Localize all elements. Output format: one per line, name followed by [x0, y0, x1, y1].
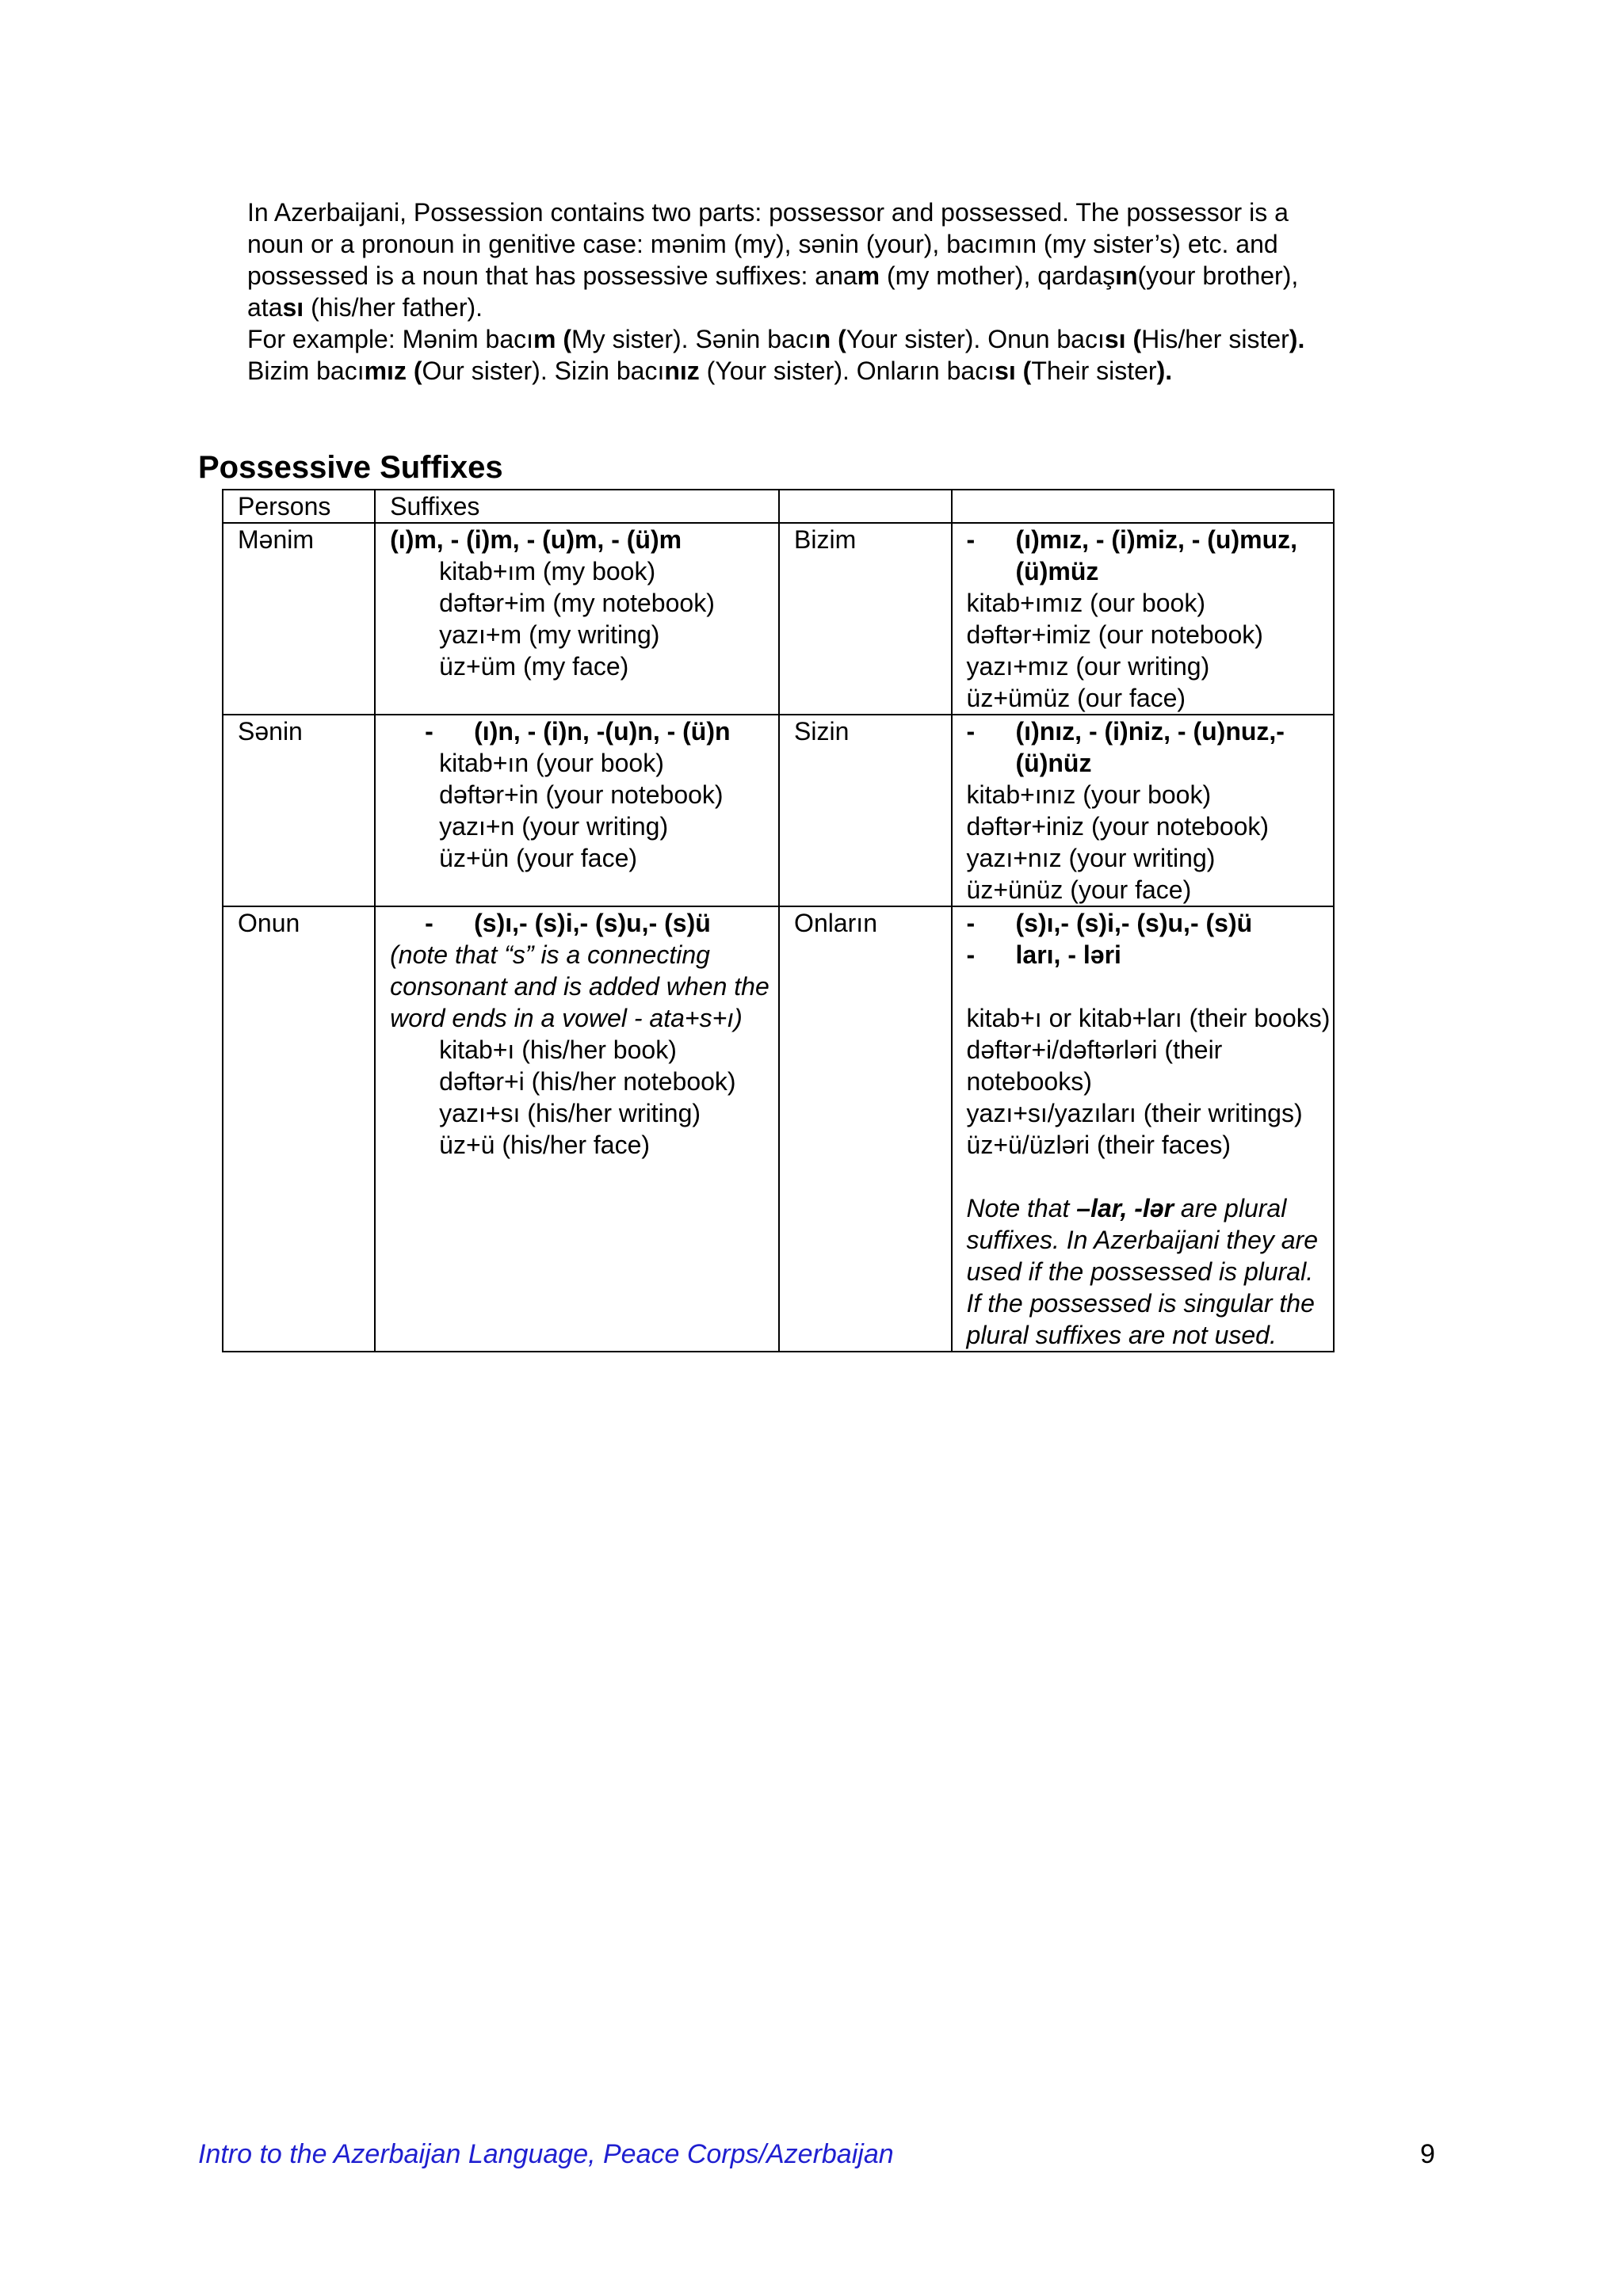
example: yazı+sı (his/her writing) — [439, 1099, 701, 1127]
table-row — [223, 715, 1334, 906]
table-row — [223, 906, 1334, 1352]
example: kitab+ın (your book) — [439, 749, 664, 777]
plural-note: Note that –lar, -lər are plural suffixes. In Azerbaijani they are used if the possessed is plural. If the possessed is singular the plural suffixes are not used. — [966, 1194, 1318, 1349]
example: kitab+ım (my book) — [439, 557, 656, 585]
suffix-cell — [952, 906, 1334, 1352]
example: dəftər+i (his/her notebook) — [439, 1067, 736, 1096]
header-empty — [779, 490, 951, 523]
intro-example-line: For example: Mənim bacım (My sister). Sənin bacın (Your sister). Onun bacısı (His/her sister). — [247, 325, 1305, 353]
suffix-forms: - (s)ı,- (s)i,- (s)u,- (s)ü — [967, 907, 1333, 939]
person-cell: Bizim — [779, 523, 951, 715]
example: yazı+nız (your writing) — [966, 844, 1216, 872]
spacer — [967, 971, 1333, 1002]
person-cell: Onun — [223, 906, 375, 1352]
table-header-row — [223, 490, 1334, 523]
person-cell: Sənin — [223, 715, 375, 906]
example: dəftər+im (my notebook) — [439, 589, 715, 617]
example: yazı+n (your writing) — [439, 812, 669, 841]
example: üz+ü/üzləri (their faces) — [966, 1131, 1231, 1159]
example: yazı+mız (our writing) — [966, 652, 1210, 681]
intro-line: In Azerbaijani, Possession contains two parts: possessor and possessed. The possessor is a — [247, 198, 1289, 227]
suffix-forms: - (s)ı,- (s)i,- (s)u,- (s)ü — [425, 907, 778, 939]
suffix-forms: - (ı)n, - (i)n, -(u)n, - (ü)n — [425, 715, 778, 747]
suffix-cell — [375, 715, 779, 906]
page-number: 9 — [1420, 2139, 1435, 2169]
example: yazı+m (my writing) — [439, 620, 660, 649]
spacer — [967, 1161, 1333, 1192]
example: kitab+ınız (your book) — [966, 780, 1212, 809]
example: yazı+sı/yazıları (their writings) — [966, 1099, 1303, 1127]
example: dəftər+i/dəftərləri (their notebooks) — [966, 1035, 1223, 1096]
intro-line: atası (his/her father). — [247, 293, 483, 322]
example: üz+ünüz (your face) — [966, 875, 1192, 904]
section-heading: Possessive Suffixes — [198, 450, 503, 485]
suffix-cell — [375, 906, 779, 1352]
example: üz+ümüz (our face) — [966, 684, 1186, 712]
example: kitab+ı (his/her book) — [439, 1035, 677, 1064]
intro-line: possessed is a noun that has possessive suffixes: anam (my mother), qardaşın(your brother), — [247, 261, 1299, 290]
header-empty — [952, 490, 1334, 523]
suffix-cell — [375, 523, 779, 715]
intro-example-line: Bizim bacımız (Our sister). Sizin bacınız (Your sister). Onların bacısı (Their sister). — [247, 357, 1173, 385]
connecting-consonant-note: (note that “s” is a connecting consonant and is added when the word ends in a vowel - ata+s+ı) — [390, 940, 769, 1032]
example: kitab+ımız (our book) — [966, 589, 1205, 617]
plural-suffix-forms: - ları, - ləri — [967, 939, 1333, 971]
suffix-forms: - (ı)nız, - (i)niz, - (u)nuz,- (ü)nüz — [967, 715, 1333, 779]
footer-title: Intro to the Azerbaijan Language, Peace Corps/Azerbaijan — [198, 2139, 894, 2169]
example: dəftər+imiz (our notebook) — [966, 620, 1263, 649]
person-cell: Onların — [779, 906, 951, 1352]
example: dəftər+in (your notebook) — [439, 780, 724, 809]
example: üz+ü (his/her face) — [439, 1131, 651, 1159]
suffix-cell — [952, 523, 1334, 715]
suffix-forms: - (ı)mız, - (i)miz, - (u)muz, (ü)müz — [967, 524, 1333, 587]
example: üz+üm (my face) — [439, 652, 629, 681]
header-suffixes: Suffixes — [375, 490, 779, 523]
suffix-forms: (ı)m, - (i)m, - (u)m, - (ü)m — [390, 525, 682, 554]
possessive-suffixes-table — [222, 489, 1335, 1352]
header-persons: Persons — [223, 490, 375, 523]
person-cell: Mənim — [223, 523, 375, 715]
suffix-cell — [952, 715, 1334, 906]
intro-paragraph — [247, 196, 1420, 387]
example: kitab+ı or kitab+ları (their books) — [966, 1004, 1331, 1032]
table-row — [223, 523, 1334, 715]
person-cell: Sizin — [779, 715, 951, 906]
example: üz+ün (your face) — [439, 844, 638, 872]
intro-line: noun or a pronoun in genitive case: mənim (my), sənin (your), bacımın (my sister’s) etc. and — [247, 230, 1278, 258]
example: dəftər+iniz (your notebook) — [966, 812, 1270, 841]
